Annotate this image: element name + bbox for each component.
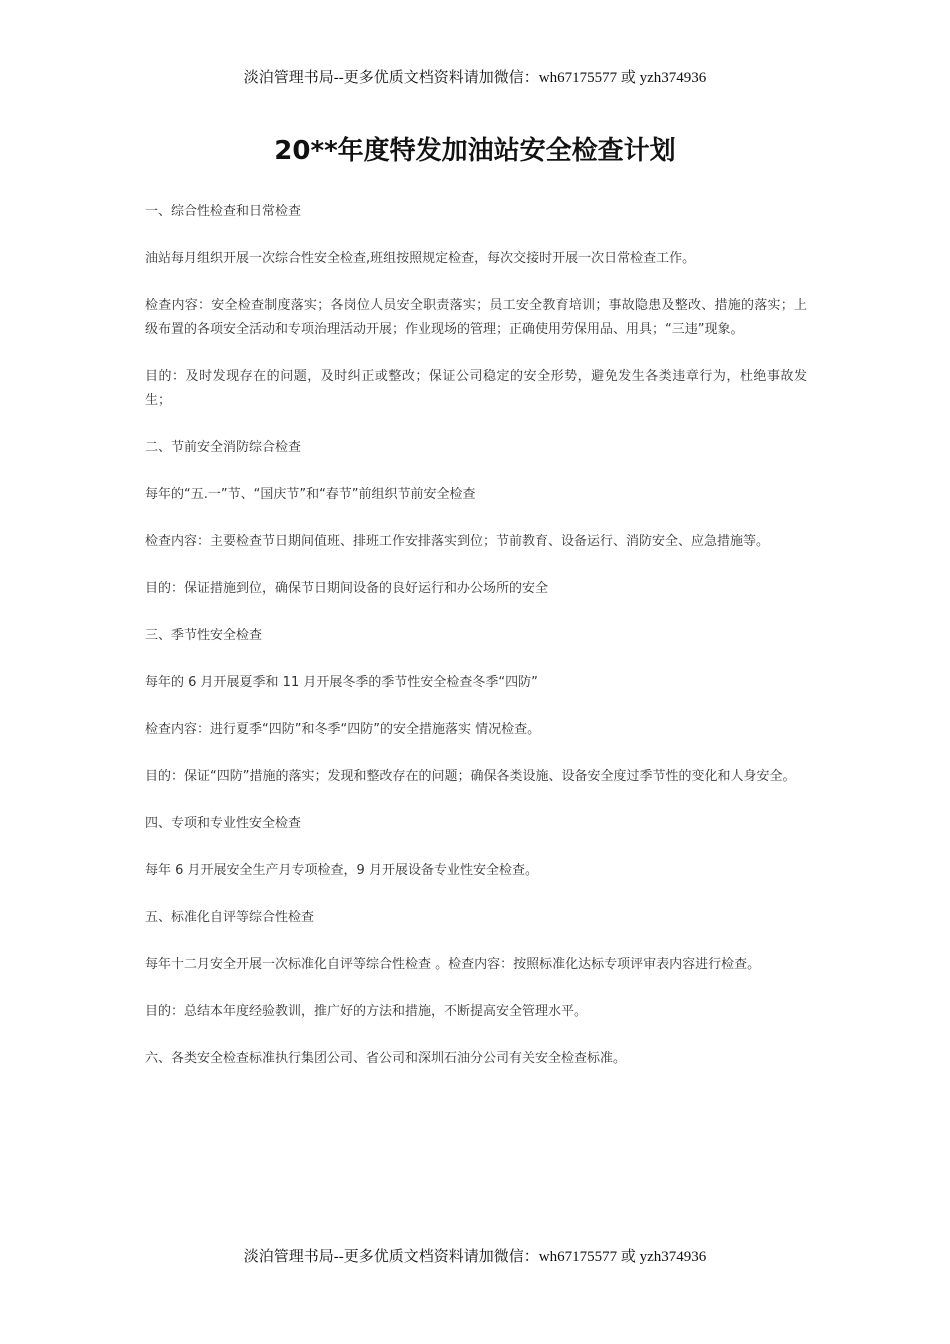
page-header: 淡泊管理书局--更多优质文档资料请加微信：wh67175577 或 yzh374936 [243,70,707,86]
paragraph: 检查内容：安全检查制度落实；各岗位人员安全职责落实；员工安全教育培训；事故隐患及整改、措施的落实；上级布置的各项安全活动和专项治理活动开展；作业现场的管理；正确使用劳保用品、用具；“三违”现象。 [145,298,807,337]
paragraph: 每年 6 月开展安全生产月专项检查，9 月开展设备专业性安全检查。 [145,863,538,878]
section-heading-5: 五、标准化自评等综合性检查 [145,910,315,925]
paragraph: 每年十二月安全开展一次标准化自评等综合性检查 。检查内容：按照标准化达标专项评审表内容进行检查。 [145,957,761,972]
document-title: 20**年度特发加油站安全检查计划 [274,136,676,166]
document-body [145,200,807,1094]
paragraph: 检查内容：主要检查节日期间值班、排班工作安排落实到位；节前教育、设备运行、消防安全、应急措施等。 [145,534,770,549]
section-heading-3: 三、季节性安全检查 [145,628,263,643]
section-heading-6: 六、各类安全检查标准执行集团公司、省公司和深圳石油分公司有关安全检查标准。 [145,1051,627,1066]
section-heading-2: 二、节前安全消防综合检查 [145,440,302,455]
paragraph: 每年的 6 月开展夏季和 11 月开展冬季的季节性安全检查冬季“四防” [145,675,538,690]
paragraph: 目的：保证措施到位，确保节日期间设备的良好运行和办公场所的安全 [145,581,549,596]
section-heading-1: 一、综合性检查和日常检查 [145,204,302,219]
paragraph: 油站每月组织开展一次综合性安全检查,班组按照规定检查，每次交接时开展一次日常检查工作。 [145,251,696,266]
paragraph: 目的：及时发现存在的问题，及时纠正或整改；保证公司稳定的安全形势，避免发生各类违章行为，杜绝事故发生； [145,369,807,408]
paragraph: 检查内容：进行夏季“四防”和冬季“四防”的安全措施落实 情况检查。 [145,722,541,737]
paragraph: 目的：总结本年度经验教训，推广好的方法和措施，不断提高安全管理水平。 [145,1004,588,1019]
section-heading-4: 四、专项和专业性安全检查 [145,816,302,831]
paragraph: 目的：保证“四防”措施的落实；发现和整改存在的问题；确保各类设施、设备安全度过季节性的变化和人身安全。 [145,769,796,784]
paragraph: 每年的“五.一”节、“国庆节”和“春节”前组织节前安全检查 [145,487,476,502]
page-footer: 淡泊管理书局--更多优质文档资料请加微信：wh67175577 或 yzh374936 [243,1249,707,1265]
